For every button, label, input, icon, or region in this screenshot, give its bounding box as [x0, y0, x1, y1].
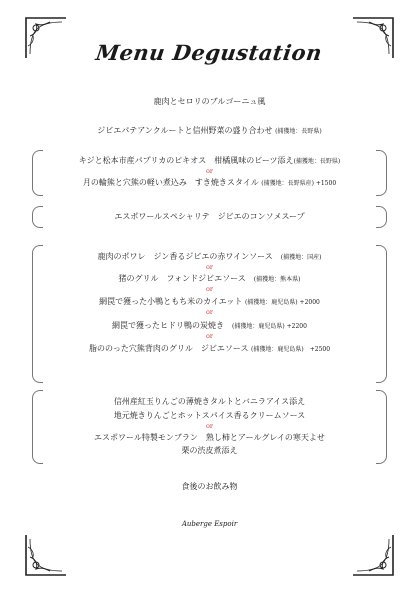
- corner-ornament-bottom-right: [351, 533, 395, 577]
- or-separator: or: [205, 263, 214, 271]
- course-main-3: 網罠で獲った小鴨ともち米のカイエット (捕獲地：鹿児島県) +2000: [99, 297, 320, 306]
- course-dessert-1a: 信州産紅玉りんごの薄焼きタルトとバニラアイス添え: [113, 397, 306, 406]
- course-dessert-2b: 栗の渋皮煮添え: [181, 446, 238, 455]
- course-amuse: 鹿肉とセロリのブルゴーニュ風: [153, 97, 266, 106]
- course-main-4: 網罠で獲ったヒドリ鴨の炭焼き (捕獲地：鹿児島県) +2200: [112, 321, 307, 330]
- course-dessert-2a: エスポワール特製モンブラン 熟し柿とアールグレイの寒天よせ: [94, 433, 325, 442]
- restaurant-signature: Auberge Espoir: [181, 520, 238, 528]
- course-fish-2: 月の輪熊と穴熊の軽い煮込み すき焼きスタイル (捕獲地：長野県産) +1500: [82, 178, 337, 187]
- course-starter: ジビエパテアンクルートと信州野菜の盛り合わせ (捕獲地：長野県): [97, 126, 322, 135]
- or-separator: or: [205, 285, 214, 293]
- course-soup: エスポワールスペシャリテ ジビエのコンソメスープ: [114, 212, 305, 221]
- course-dessert-1b: 地元焼きりんごとホットスパイス香るクリームソース: [113, 411, 306, 420]
- course-fish-1: キジと松本市産パプリカのピキオス 柑橘風味のビーツ添え(捕獲地：長野県): [78, 156, 341, 165]
- or-separator: or: [205, 308, 214, 316]
- menu-title: Menu Degustation: [94, 40, 325, 65]
- or-separator: or: [205, 332, 214, 340]
- or-separator: or: [205, 422, 214, 430]
- course-main-1: 鹿肉のポワレ ジン香るジビエの赤ワインソース (捕獲地：国産): [97, 252, 322, 261]
- corner-ornament-bottom-left: [24, 533, 68, 577]
- course-main-5: 脂ののった穴熊背肉のグリル ジビエソース (捕獲地：鹿児島県) +2500: [88, 344, 331, 353]
- course-drink: 食後のお飲み物: [181, 482, 238, 491]
- course-main-2: 猪のグリル フォンドジビエソース (捕獲地：熊本県): [118, 274, 301, 283]
- or-separator: or: [205, 167, 214, 175]
